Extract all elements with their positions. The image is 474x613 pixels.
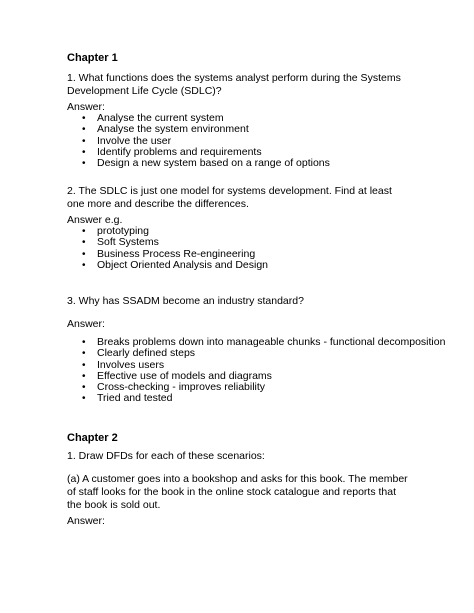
bullet-icon: • [82, 382, 86, 394]
bullet-icon: • [82, 226, 86, 237]
chapter-2-scenario-a: (a) A customer goes into a bookshop and asks for this book. The member of staff looks for the book in the online stock catalogue and reports that the book is sold out. [67, 473, 408, 511]
list-item: • Cross-checking - improves reliability [82, 381, 266, 394]
list-item: • Tried and tested [82, 392, 173, 405]
chapter-1-question-1: 1. What functions does the systems analyst perform during the Systems Development Life Cycle (SDLC)? [67, 72, 401, 97]
list-item: • Soft Systems [82, 236, 159, 249]
bullet-icon: • [82, 337, 86, 348]
list-item: • Clearly defined steps [82, 347, 196, 360]
bullet-icon: • [82, 248, 86, 260]
list-item: • Design a new system based on a range of options [82, 157, 330, 170]
list-item: • Business Process Re-engineering [82, 247, 256, 260]
list-item: • Object Oriented Analysis and Design [82, 258, 269, 271]
list-item: • Identify problems and requirements [82, 145, 262, 158]
list-item: • Effective use of models and diagrams [82, 369, 272, 382]
list-item: • prototyping [82, 225, 149, 237]
chapter-2-heading: Chapter 2 [67, 432, 118, 444]
chapter-1-question-3: 3. Why has SSADM become an industry standard? [67, 295, 304, 307]
bullet-icon: • [82, 135, 86, 147]
bullet-icon: • [82, 113, 86, 124]
chapter-1-q3-answer-list [67, 336, 446, 405]
list-item: • Analyse the current system [82, 112, 224, 124]
bullet-icon: • [82, 146, 86, 158]
chapter-2-answer-label: Answer: [67, 515, 105, 527]
chapter-1-q2-answer-list [67, 226, 412, 271]
chapter-1-question-2: 2. The SDLC is just one model for systems development. Find at least one more and describe the differences. [67, 185, 392, 210]
chapter-2-question-1: 1. Draw DFDs for each of these scenarios: [67, 450, 265, 462]
list-item: • Involve the user [82, 134, 172, 147]
list-item: • Breaks problems down into manageable chunks - functional decomposition [82, 336, 446, 348]
bullet-icon: • [82, 393, 86, 405]
list-item: • Analyse the system environment [82, 123, 249, 136]
bullet-icon: • [82, 158, 86, 170]
list-item: • Involves users [82, 358, 165, 371]
chapter-1-q1-answer-list [67, 113, 412, 169]
bullet-icon: • [82, 237, 86, 249]
chapter-1-q3-answer-label: Answer: [67, 318, 105, 330]
chapter-1-q1-answer-label: Answer: [67, 101, 105, 113]
bullet-icon: • [82, 359, 86, 371]
bullet-icon: • [82, 370, 86, 382]
bullet-icon: • [82, 124, 86, 136]
chapter-1-heading: Chapter 1 [67, 52, 118, 64]
bullet-icon: • [82, 259, 86, 271]
chapter-1-q2-answer-label: Answer e.g. [67, 214, 123, 226]
bullet-icon: • [82, 348, 86, 360]
